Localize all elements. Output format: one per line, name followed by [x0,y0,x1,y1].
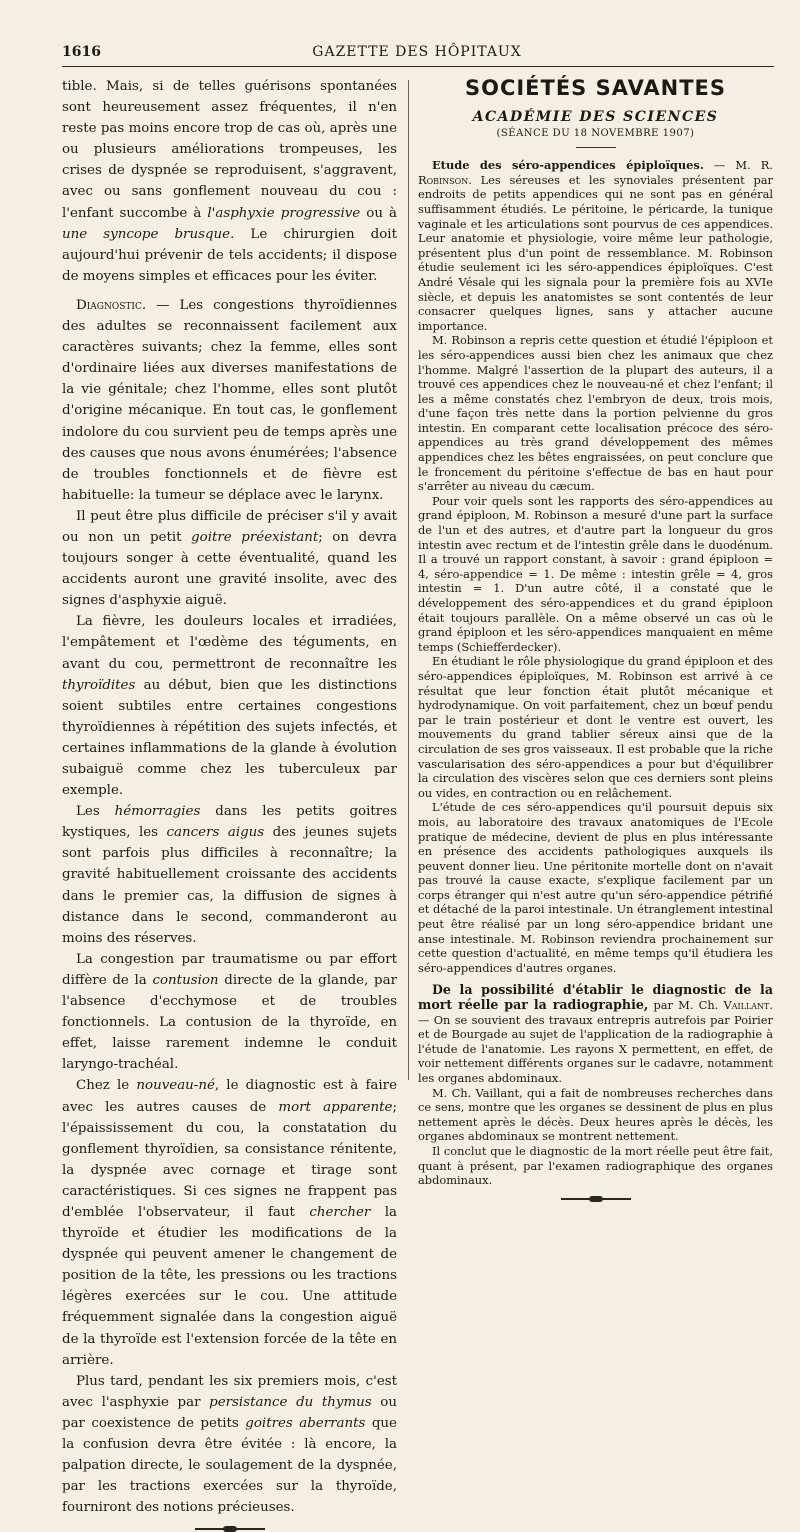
article-paragraph: Etude des séro-appendices épiploïques. — M. R. Robinson. Les séreuses et les synoviales présentent par endroits de petits appendices qui ne sont pas en général suffisamment étudiés. Le péritoine, le péricarde, la tunique vaginale et les articulations sont pourvus de ces appendices. Leur anatomie et physiologie, voire même leur pathologie, présentent plus d'un point de ressemblance. M. Robinson étudie seulement ici les séro-appendices épiploïques. C'est André Vésale qui les signala pour la première fois au XVIe siècle, et depuis les anatomistes se sont contentés de leur consacrer quelques lignes, sans y attacher aucune importance. [418,158,773,333]
article-paragraph: De la possibilité d'établir le diagnostic de la mort réelle par la radiographie, par M. Ch. Vaillant. — On se souvient des travaux entrepris autrefois par Poirier et de Bourgade au sujet de l'application de la radiographie à l'étude de l'anatomie. Les rayons X permettent, en effet, de voir nettement différents organes sur le cadavre, notamment les organes abdominaux. [418,982,773,1085]
left-column [62,76,397,1532]
seance-date: (SÉANCE DU 18 NOVEMBRE 1907) [496,127,695,139]
paragraph: tible. Mais, si de telles guérisons spontanées sont heureusement assez fréquentes, il n'en reste pas moins encore trop de cas où, après une ou plusieurs améliorations trompeuses, les crises de dyspnée se reproduisent, s'aggravent, avec ou sans gonflement nouveau du cou : l'enfant succombe à l'asphyxie progressive ou à une syncope brusque. Le chirurgien doit aujourd'hui prévenir de tels accidents; il dispose de moyens simples et efficaces pour les éviter. [62,79,397,284]
section-label: Diagnostic. [76,297,147,313]
academy-heading: ACADÉMIE DES SCIENCES [472,109,719,125]
paragraph: Chez le nouveau-né, le diagnostic est à faire avec les autres causes de mort apparente; l'épaississement du cou, la constatation du gonflement thyroïdien, sa consistance rénitente, la dyspnée avec cornage et tirage sont caractéristiques. Si ces signes ne frappent pas d'emblée l'observateur, il faut chercher la thyroïde et étudier les modifications de la dyspnée qui peuvent amener le changement de position de la tête, les pressions ou les tractions légères exercées sur le cou. Une attitude fréquemment signalée dans la congestion aiguë de la thyroïde est l'extension forcée de la tête en arrière. [62,1078,398,1368]
article-paragraph: Pour voir quels sont les rapports des séro-appendices au grand épiploon, M. Robinson a mesuré d'une part la surface de l'un et des autres, et d'autre part la longueur du gros intestin avec rectum et de l'intestin grêle dans le duodénum. Il a trouvé un rapport constant, à savoir : grand épiploon = 4, séro-appendice = 1. De même : intestin grêle = 4, gros intestin = 1. D'un autre côté, il a constaté que le développement des séro-appendices et du grand épiploon était toujours parallèle. On a même observé un cas où le grand épiploon et les séro-appendices manquaient en même temps (Schiefferdecker). [418,493,773,654]
diagnostic-paragraph: Diagnostic. — Les congestions thyroïdiennes des adultes se reconnaissent facilement aux caractères suivants; chez la femme, elles sont d'ordinaire liées aux diverses manifestations de la vie génitale; chez l'homme, elles sont plutôt d'origine mécanique. En tout cas, le gonflement indolore du cou survient peu de temps après une des causes que nous avons énumérées; l'absence de troubles fonctionnels et de fièvre est habituelle: la tumeur se déplace avec le larynx. [62,297,397,503]
column-divider [408,80,409,1080]
paragraph: Les hémorragies dans les petits goitres kystiques, les cancers aigus des jeunes sujets sont parfois plus difficiles à reconnaître; la gravité habituellement croissante des accidents dans le premier cas, la diffusion de signes à distance dans le second, commanderont au moins des réserves. [62,804,397,946]
paragraph: Il peut être plus difficile de préciser s'il y avait ou non un petit goitre préexistant; on devra toujours songer à cette éventualité, quand les accidents auront une gravité insolite, avec des signes d'asphyxie aiguë. [62,508,398,609]
paragraph: Plus tard, pendant les six premiers mois, c'est avec l'asphyxie par persistance du thymus ou par coexistence de petits goitres aberrants que la confusion devra être évitée : là encore, la palpation directe, le soulagement de la dyspnée, par les tractions exercées sur la thyroïde, fourniront des notions précieuses. [62,1373,397,1516]
article-title: Etude des séro-appendices épiploïques. [432,158,704,173]
right-column [418,76,773,1202]
author-name: Vaillant [723,998,770,1013]
paragraph: La fièvre, les douleurs locales et irradiées, l'empâtement et l'œdème des téguments, en avant du cou, permettront de reconnaître les thyroïdites au début, bien que les distinctions soient subtiles entre certaines congestions thyroïdiennes à répétition des sujets infectés, et certaines inflammations de la glande à évolution subaiguë comme chez les tuberculeux par exemple. [62,614,397,799]
article-paragraph: M. Ch. Vaillant, qui a fait de nombreuses recherches dans ce sens, montre que les organes se dessinent de plus en plus nettement après le décès. Deux heures après le décès, les organes abdominaux se montrent nettement. [418,1085,773,1144]
short-rule [576,147,616,148]
article-paragraph: Il conclut que le diagnostic de la mort réelle peut être fait, quant à présent, par l'examen radiographique des organes abdominaux. [418,1143,773,1188]
article-paragraph: L'étude de ces séro-appendices qu'il poursuit depuis six mois, au laboratoire des travaux anatomiques de l'Ecole pratique de médecine, devient de plus en plus intéressante en présence des accidents pathologiques auxquels ils peuvent donner lieu. Une péritonite mortelle dont on n'avait pas trouvé la cause exacte, s'explique facilement par un corps étranger qui n'est autre qu'un séro-appendice pétrifié et détaché de la paroi intestinale. Un étranglement intestinal peut être réalisé par un long séro-appendice bridant une anse intestinale. M. Robinson reviendra prochainement sur cette question d'actualité, en même temps qu'il étudiera les séro-appendices d'autres organes. [418,800,773,975]
author-name: Robinson [418,172,469,187]
article-title: De la possibilité d'établir le diagnostic de la mort réelle par la radiographie, [418,982,773,1013]
page-number: 1616 [62,44,101,60]
article-paragraph: M. Robinson a repris cette question et étudié l'épiploon et les séro-appendices aussi bien chez les animaux que chez l'homme. Malgré l'assertion de la plupart des auteurs, il a trouvé ces appendices chez le nouveau-né et chez l'enfant; il les a même constatés chez l'embryon de deux, trois mois, d'une façon très nette dans la portion pelvienne du gros intestin. En comparant cette localisation précoce des séro-appendices au très grand développement des mêmes appendices chez les bêtes engraissées, on peut conclure que le froncement du péritoine s'effectue de bas en haut pour s'arrêter au niveau du cæcum. [418,333,773,494]
end-ornament [561,1196,631,1202]
article-paragraph: En étudiant le rôle physiologique du grand épiploon et des séro-appendices épiploïques, M. Robinson est arrivé à ce résultat que leur fonction était plutôt mécanique et hydrodynamique. On voit parfaitement, chez un bœuf pendu par le train postérieur et dont le ventre est ouvert, les mouvements du grand tablier séreux ainsi que de la circulation de ses gros vaisseaux. Il est probable que la riche vascularisation des séro-appendices a pour but d'équilibrer la circulation des viscères selon que ces derniers sont pleins ou vides, en contraction ou en relâchement. [418,654,773,800]
end-ornament [195,1526,265,1532]
section-title: SOCIÉTÉS SAVANTES [464,76,727,100]
journal-title: GAZETTE DES HÔPITAUX [312,44,522,60]
header-rule [62,66,774,67]
paragraph: La congestion par traumatisme ou par effort diffère de la contusion directe de la glande, par l'absence d'ecchymose et de troubles fonctionnels. La contusion de la thyroïde, en effet, laisse rarement indemne le conduit laryngo-trachéal. [62,951,397,1073]
page-header [62,44,772,66]
